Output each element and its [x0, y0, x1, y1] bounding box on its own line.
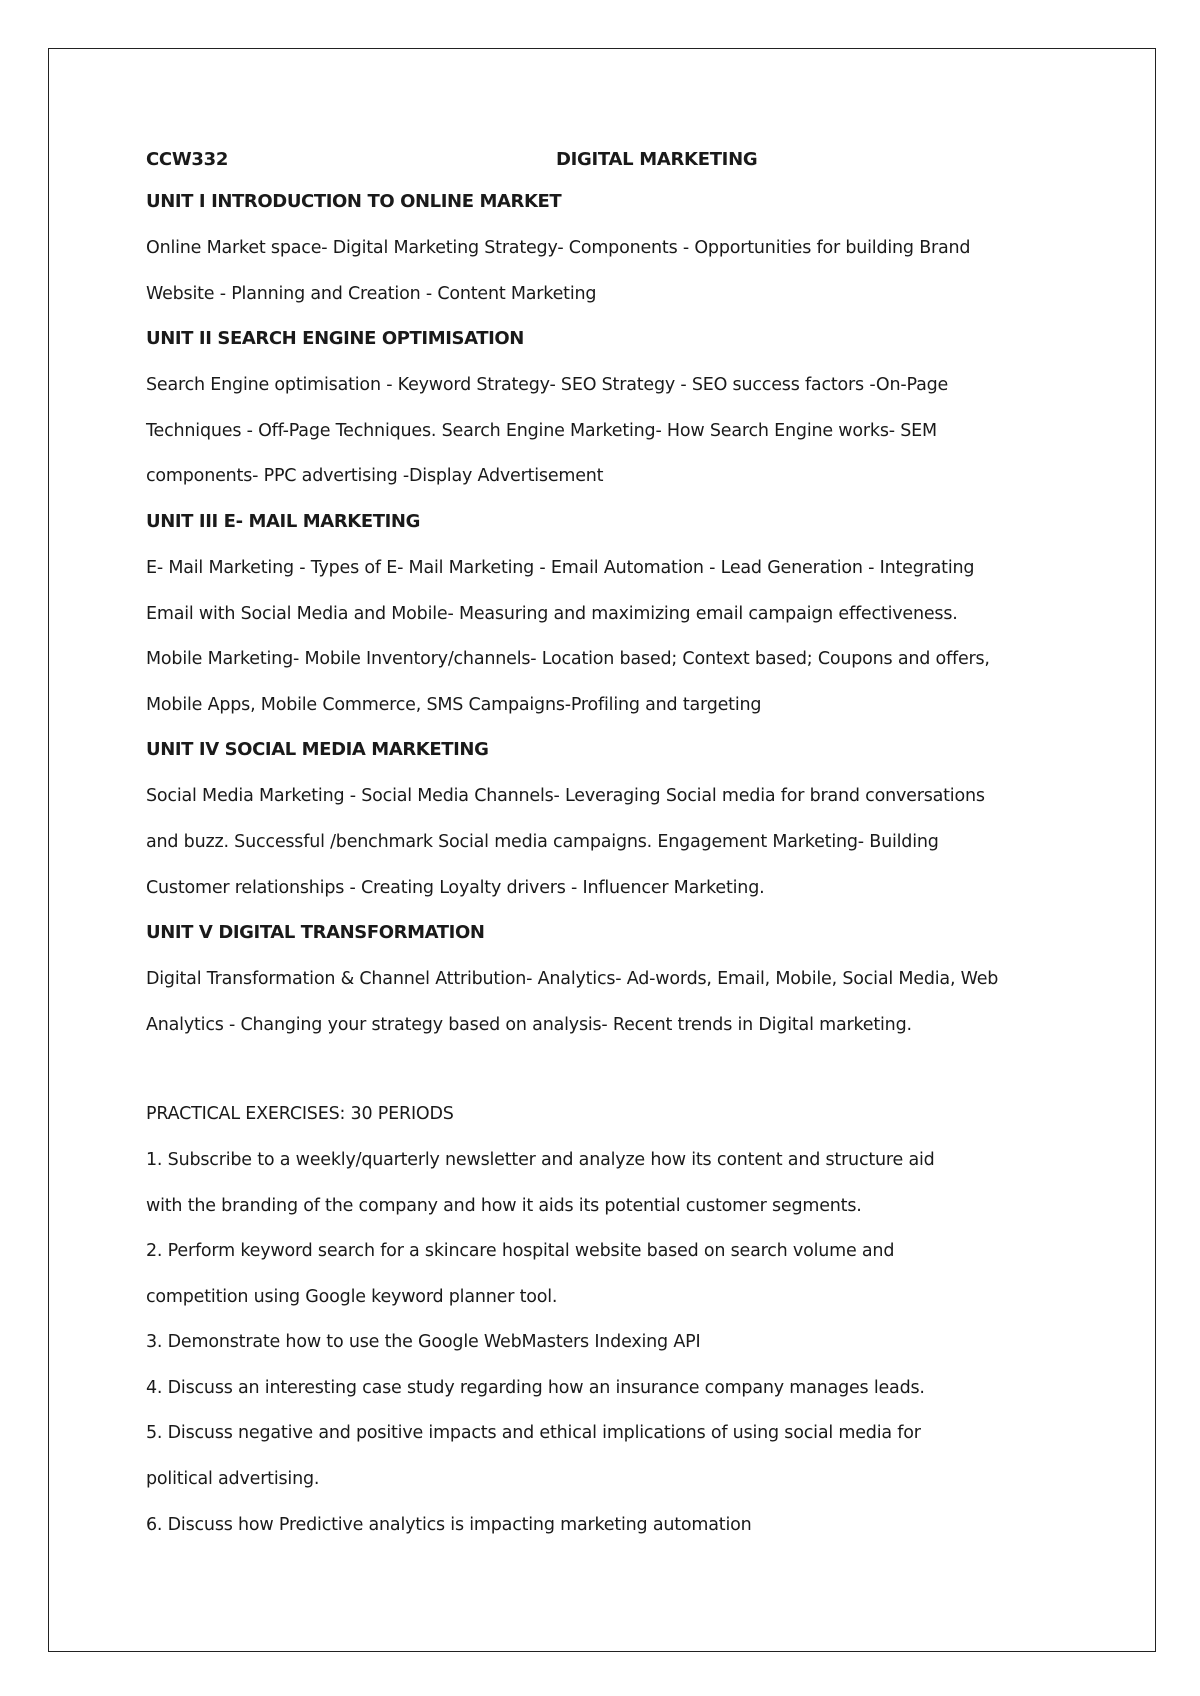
unit-body-line: Online Market space- Digital Marketing Strategy- Components - Opportunities for building Brand: [146, 238, 971, 258]
unit-body-line: Customer relationships - Creating Loyalty drivers - Influencer Marketing.: [146, 877, 765, 898]
unit-5: [146, 911, 1066, 1048]
exercise-line: 4. Discuss an interesting case study regarding how an insurance company manages leads.: [146, 1377, 925, 1398]
unit-body: [146, 546, 1066, 728]
unit-body-line: Techniques - Off-Page Techniques. Search Engine Marketing- How Search Engine works- SEM: [146, 420, 937, 441]
unit-body-line: Website - Planning and Creation - Content Marketing: [146, 283, 597, 304]
unit-body-line: Search Engine optimisation - Keyword Strategy- SEO Strategy - SEO success factors -On-Page: [146, 375, 949, 396]
unit-body: [146, 774, 1066, 911]
exercise-line: competition using Google keyword planner tool.: [146, 1286, 558, 1307]
unit-body-line: E- Mail Marketing - Types of E- Mail Marketing - Email Automation - Lead Generation - Integrating: [146, 557, 975, 578]
exercise-line: 6. Discuss how Predictive analytics is impacting marketing automation: [146, 1514, 752, 1535]
unit-heading: UNIT III E- MAIL MARKETING: [146, 510, 420, 532]
unit-body: [146, 957, 1066, 1048]
exercise-line: 2. Perform keyword search for a skincare hospital website based on search volume and: [146, 1241, 895, 1262]
course-code: CCW332: [146, 149, 229, 170]
unit-heading: UNIT II SEARCH ENGINE OPTIMISATION: [146, 328, 524, 350]
course-title: DIGITAL MARKETING: [556, 149, 758, 170]
unit-body-line: Mobile Apps, Mobile Commerce, SMS Campaigns-Profiling and targeting: [146, 694, 762, 715]
unit-body-line: Email with Social Media and Mobile- Measuring and maximizing email campaign effectiveness.: [146, 603, 958, 624]
document-content: [146, 140, 1066, 1548]
unit-heading: UNIT V DIGITAL TRANSFORMATION: [146, 922, 485, 944]
unit-body-line: Social Media Marketing - Social Media Channels- Leveraging Social media for brand conversations: [146, 786, 985, 807]
course-header: [146, 140, 1066, 180]
unit-heading: UNIT IV SOCIAL MEDIA MARKETING: [146, 739, 489, 761]
unit-body: [146, 226, 1066, 317]
exercise-line: political advertising.: [146, 1469, 320, 1490]
exercise-line: 3. Demonstrate how to use the Google WebMasters Indexing API: [146, 1332, 701, 1353]
unit-body-line: components- PPC advertising -Display Advertisement: [146, 466, 604, 487]
unit-body-line: and buzz. Successful /benchmark Social media campaigns. Engagement Marketing- Building: [146, 831, 939, 852]
unit-1: [146, 180, 1066, 317]
practical-heading: PRACTICAL EXERCISES: 30 PERIODS: [146, 1104, 454, 1125]
unit-3: [146, 500, 1066, 728]
unit-body: [146, 363, 1066, 500]
unit-2: [146, 317, 1066, 500]
unit-body-line: Mobile Marketing- Mobile Inventory/channels- Location based; Context based; Coupons and offers,: [146, 649, 990, 670]
exercise-line: 5. Discuss negative and positive impacts and ethical implications of using social media for: [146, 1423, 921, 1444]
unit-body-line: Analytics - Changing your strategy based on analysis- Recent trends in Digital marketing.: [146, 1014, 912, 1035]
exercise-line: with the branding of the company and how it aids its potential customer segments.: [146, 1195, 862, 1216]
unit-heading: UNIT I INTRODUCTION TO ONLINE MARKET: [146, 191, 562, 212]
unit-body-line: Digital Transformation & Channel Attribution- Analytics- Ad-words, Email, Mobile, Social Media, Web: [146, 969, 999, 990]
practical-exercises: [146, 1092, 1066, 1548]
unit-4: [146, 728, 1066, 911]
exercise-line: 1. Subscribe to a weekly/quarterly newsletter and analyze how its content and structure aid: [146, 1149, 935, 1170]
